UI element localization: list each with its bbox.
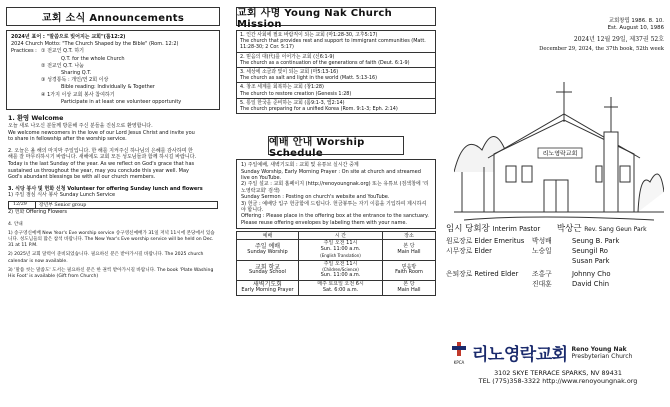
notice-2: 2) 2025년 교회 달력이 준비되었습니다. 필요하신 분은 받아가시길 바랍니다. The 2025 church calendar is now available. [8,252,204,264]
practice-2-en: Sharing Q.T. [61,70,92,77]
lunch-service-label: 1) 주일 점심 식사 봉사 Sunday Lunch Service [8,192,116,199]
mission-row: 2. 믿음의 대(代)를 이어가는 교회 (신6:1-9) The church as a continuation of the generations of faith (Deut. 6:1-9) [237,52,436,67]
practice-1-en: Q.T. for the whole Church [61,55,125,62]
establishment-info [608,18,664,32]
mission-row: 5. 통일 한국을 준비하는 교회 (롬9:1-3, 엡2:14) The church preparing for a unified Korea (Rom. 9:1-3; Eph. 2:14) [237,98,436,113]
practice-3-en: Bible reading: Individually & Together [61,84,155,91]
announcements-title: 교회 소식 Announcements [6,7,220,26]
schedule-note: 1) 주일예배, 새벽기도회 : 교회 및 유튜브 실시간 중계 [241,162,359,169]
practice-1: ① 전교인 Q.T. 하기 [41,48,84,55]
welcome-line: 오늘 새로 나오신 분들께 방문해 주신 분들을 진심으로 환영합니다. [8,123,153,130]
schedule-notes [236,159,436,229]
mission-schedule-column [232,0,440,407]
motto-en: 2024 Church Motto: "The Church Shaped by the Bible" (Rom. 12:2) [11,41,179,48]
staff-row: 은퇴장로 Retired Elder 조홍구 Johnny Cho [446,270,611,278]
practices-label: Practices : [11,48,37,55]
issue-date-kr: 2024년 12월 29일, 제37권 52호 [573,36,664,43]
issue-date [539,36,664,53]
est-kr: 교회창립 1986. 8. 10. [608,18,664,24]
address-line: 3102 SKYE TERRACE SPARKS, NV 89431 [494,369,622,377]
mission-row: 4. 창조 세계를 회복하는 교회 (창1:28) The church to restore creation (Genesis 1:28) [237,83,436,98]
notice-3: 3) '말씀 씻는 말씀도' 도서는 필요하신 분은 한 권씩 받아가시길 바랍니다. The book 'Plate Washing His Foot' is available (Gift from Church) [8,267,214,279]
est-en: Est. August 10, 1986 [607,25,664,31]
church-address [446,369,670,385]
notice-list [8,222,218,281]
pastor-name-en: Rev. Sang Geun Park [584,226,647,233]
pastor-label-en: Interim Pastor [492,225,541,233]
motto-kr: 2024년 표어 : "말씀으로 빚어지는 교회"(롬12:2) [11,34,126,40]
cross-logo-icon [450,342,468,356]
welcome-line: We welcome newcomers in the love of our Lord Jesus Christ and invite you [8,129,195,136]
service-row: 교회 학교 Sunday School 주일 오전 11시 (Children/Science) Sun. 11:00 a.m. 믿음방 Faith Room [237,260,436,280]
practices-list [41,48,181,106]
notice-1: 1) 송구영신예배 New Year's Eve worship service 송구영신예배가 31일 저녁 11시에 본당에서 있습니다. 성도님들의 많은 참석 바랍니다. The New Year's Eve worship service will be held on Dec. 31 at 11 P.M. [8,230,215,249]
cover-column [444,0,670,407]
kpca-label: KPCA [453,359,465,365]
building-sign: 리노영락교회 [542,150,578,158]
mission-table [236,30,436,114]
col-place: 장소 [383,232,436,240]
volunteer-heading: 3. 식당 봉사 및 헌화 신청 Volunteer for offering Sunday lunch and flowers [8,185,203,192]
service-table [236,231,436,295]
schedule-note: Sunday Worship, Early Morning Prayer : On site at church and streamed live on YouTube. [241,168,421,182]
contact-line: TEL (775)358-3322 http://www.renoyoungnak.org [478,377,638,385]
notice-heading: 4. 안내 [8,221,23,227]
mission-row: 3. 세상에 소금과 빛이 되는 교회 (마5:13-16) The church as salt and light in the world (Matt. 5:13-16) [237,68,436,83]
schedule-note: Sunday Sermon : Posting on church's website and YouTube. [241,194,390,201]
mission-row: 1. 인간 사회에 필요 바람직이 되는 교회 (마1:28-30, 고후5:17) The church that provides rest and support to immigrant communities (Matt. 11:28-30; 2 Cor. 5:17) [237,31,436,53]
schedule-note: 2) 주일 설교 : 교회 홈페이지 (http://renoyoungnak.org) 또는 유튜브 (검색창에 '리노영락교회' 검색) [241,181,429,194]
year-end-line: sustained us throughout the year, may you conclude this year well. May [8,167,190,174]
pastor-line [446,222,647,234]
kpca-logo [446,341,472,365]
lunch-group: 장년부 Senior group [35,201,86,208]
lunch-service-row [8,201,218,209]
staff-row: 진대훈 David Chin [532,280,610,288]
col-time: 시 간 [299,232,383,240]
brand-name-en: Reno Young Nak Presbyterian Church [571,345,633,360]
practices-block [11,48,215,106]
announcements-column [0,0,226,407]
col-service: 예배 [237,232,299,240]
schedule-note: 3) 헌금 : 예배당 입구 헌금함에 드립니다. 헌금봉투는 자기 이름을 기입하여 제시하셔야 합니다. [241,200,427,214]
volunteer-item [8,186,218,216]
issue-date-en: December 29, 2024, the 37th book, 52th week [539,45,664,52]
year-end-item [8,148,218,181]
church-illustration [454,62,664,222]
staff-row: Susan Park [572,257,610,265]
practice-3: ③ 성경통독 : 개인/연 2회 이상 [41,77,109,84]
staff-row: 시무장로 Elder 노승일 Seungil Ro [446,247,608,255]
practice-2: ② 전교인 Q.T. 나눔 [41,62,84,69]
practice-4-en: Participate in at least one volunteer opportunity [61,98,182,105]
year-end-line: God's abundant blessings be with all our church members. [8,174,156,181]
schedule-note: Offering : Please place in the offering box at the entrance to the sanctuary. Please reuse offering envelopes by labeling them with your name. [241,213,429,226]
pastor-label: 임시 당회장 [446,224,490,234]
year-end-line: 해를 잘 마무리하시기 바랍니다. 새해에도 교회 모든 성도님들과 함께 하시길 바랍니다. [8,154,197,161]
flowers-label: 2) 헌화 Offering Flowers [8,208,67,215]
schedule-title: 예배 안내 Worship Schedule [268,136,404,155]
church-footer [446,340,670,385]
brand-name-kr: 리노영락교회 [472,345,568,365]
service-row: 주일 예배 Sunday Worship 주일 오전 11시 Sun. 11:00 a.m. (English Translation) 본 당 Main Hall [237,240,436,260]
welcome-item [8,115,218,143]
year-end-line: Today is the last Sunday of the year. As we reflect on God's grace that has [8,161,195,167]
welcome-heading: 1. 환영 Welcome [8,115,64,123]
staff-list [446,236,670,289]
staff-row: 원로장로 Elder Emeritus 박성배 Seung B. Park [446,237,620,245]
church-motto-box [6,30,220,110]
practice-4: ④ 1가지 이상 교회 봉사 참여하기 [41,91,115,98]
welcome-line: to share in fellowship after the worship service. [8,136,127,143]
church-brand [446,340,670,365]
pastor-name: 박상근 [556,224,582,234]
mission-title: 교회 사명 Young Nak Church Mission [236,7,436,26]
lunch-date: 12/29 [13,202,27,208]
service-row: 새벽기도회 Early Morning Prayer 매주 토요일 오전 6시 Sat. 6:00 a.m. 본 당 Main Hall [237,281,436,296]
year-end-line: 2. 오늘은 올 해의 마지막 주일입니다. 한 해를 지켜주신 하나님의 은혜를 감사하며 한 [8,147,193,154]
service-header-row [237,232,436,240]
